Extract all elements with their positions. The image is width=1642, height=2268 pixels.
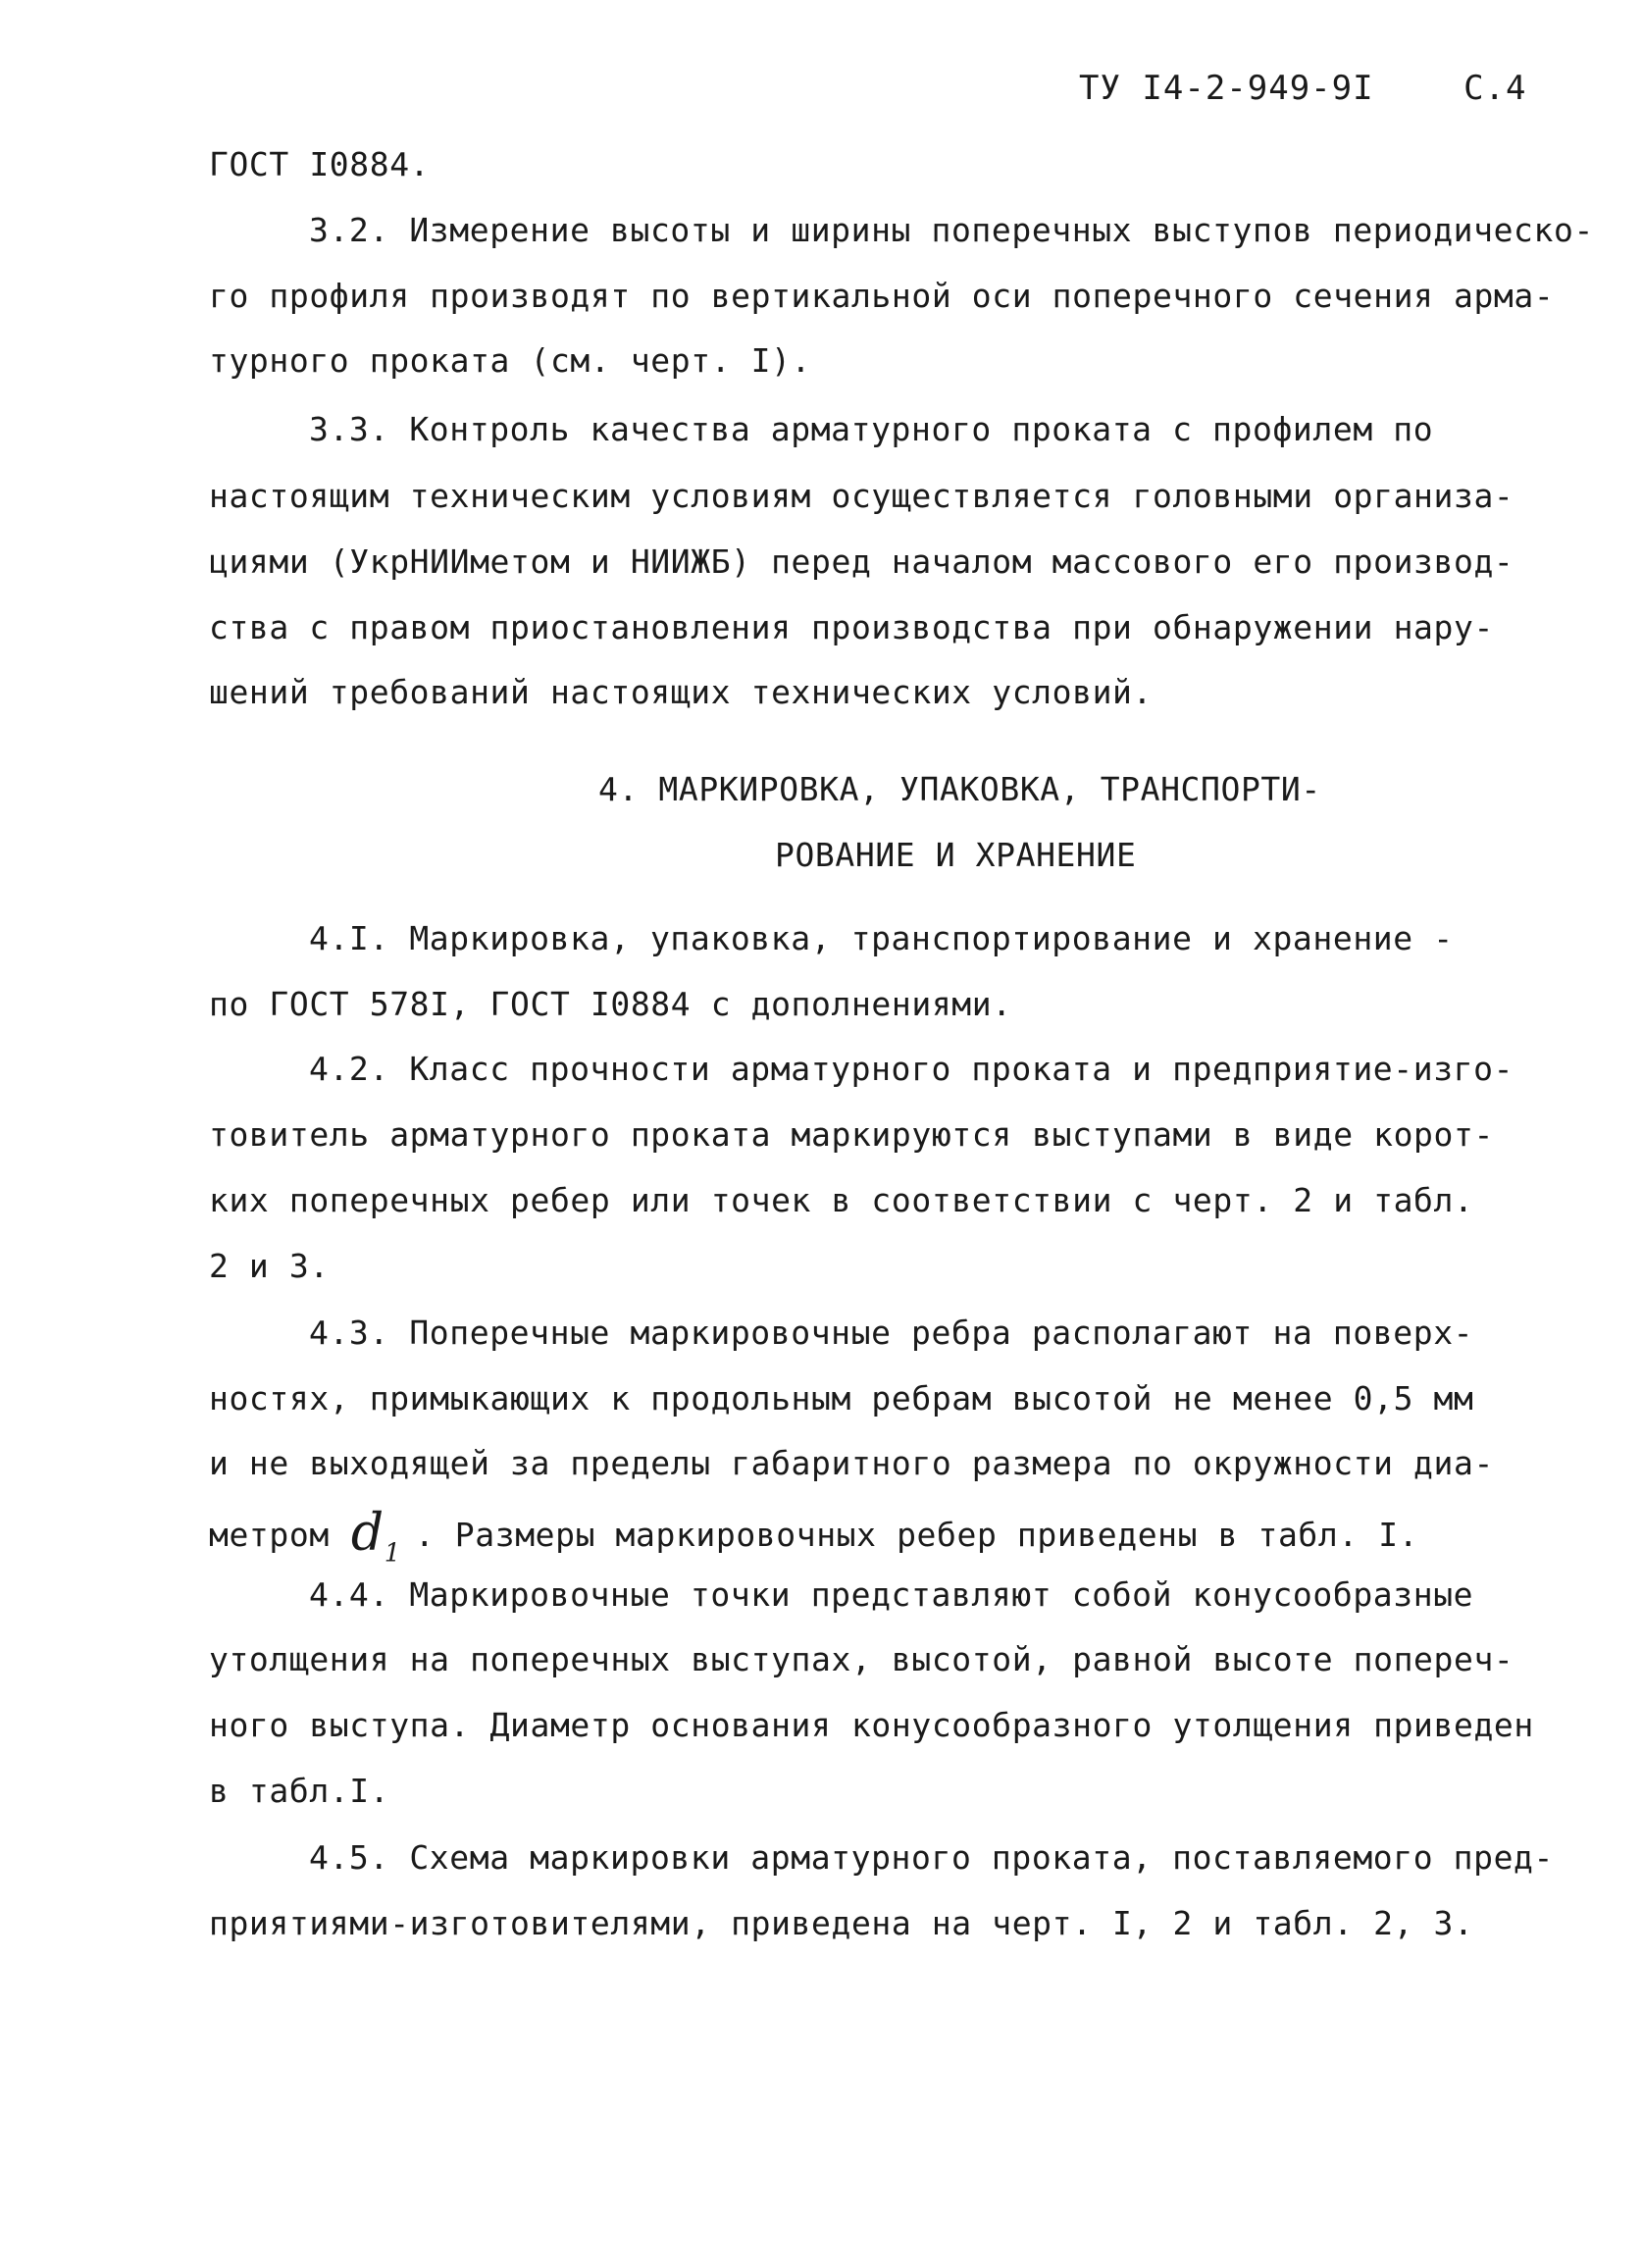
- text-line: ностях, примыкающих к продольным ребрам высотой не менее 0,5 мм: [209, 1379, 1474, 1418]
- text-line: го профиля производят по вертикальной оси поперечного сечения арма-: [209, 277, 1555, 315]
- text-fragment: . Размеры маркировочных ребер приведены в табл. I.: [414, 1516, 1419, 1554]
- page-header: [1079, 69, 1526, 108]
- paragraph-4-4-line: 4.4. Маркировочные точки представляют собой конусообразные: [309, 1575, 1474, 1614]
- text-line: ких поперечных ребер или точек в соответствии с черт. 2 и табл.: [209, 1181, 1474, 1219]
- handwritten-d1-symbol: $d_1$: [350, 1504, 401, 1569]
- text-line: ства с правом приостановления производства при обнаружении нару-: [209, 608, 1494, 646]
- text-line: и не выходящей за пределы габаритного размера по окружности диа-: [209, 1444, 1494, 1482]
- text-line: настоящим техническим условиям осуществляется головными организа-: [209, 477, 1514, 515]
- paragraph-3-3-line: 3.3. Контроль качества арматурного проката с профилем по: [309, 410, 1434, 448]
- text-line: товитель арматурного проката маркируются выступами в виде корот-: [209, 1115, 1494, 1154]
- paragraph-4-3-line: 4.3. Поперечные маркировочные ребра располагают на поверх-: [309, 1314, 1474, 1352]
- section-heading: 4. МАРКИРОВКА, УПАКОВКА, ТРАНСПОРТИ-: [598, 770, 1321, 808]
- text-line: шений требований настоящих технических условий.: [209, 673, 1153, 711]
- paragraph-4-1-line: 4.I. Маркировка, упаковка, транспортирование и хранение -: [309, 919, 1454, 957]
- paragraph-4-5-line: 4.5. Схема маркировки арматурного проката, поставляемого пред-: [309, 1838, 1554, 1877]
- text-fragment: метром: [209, 1516, 330, 1554]
- text-line: ного выступа. Диаметр основания конусообразного утолщения приведен: [209, 1706, 1534, 1744]
- text-line: утолщения на поперечных выступах, высотой, равной высоте попереч-: [209, 1640, 1514, 1678]
- document-code: ТУ I4-2-949-9I: [1079, 69, 1374, 108]
- paragraph-4-2-line: 4.2. Класс прочности арматурного проката и предприятие-изго-: [309, 1050, 1514, 1088]
- text-line: ГОСТ I0884.: [209, 145, 431, 183]
- paragraph-3-2-line: 3.2. Измерение высоты и ширины поперечных выступов периодическо-: [309, 211, 1594, 249]
- text-line: циями (УкрНИИметом и НИИЖБ) перед началом массового его производ-: [209, 542, 1514, 581]
- text-line: 2 и 3.: [209, 1247, 330, 1285]
- text-line-with-symbol: [209, 1504, 1419, 1569]
- text-line: приятиями-изготовителями, приведена на черт. I, 2 и табл. 2, 3.: [209, 1904, 1474, 1942]
- page-number: С.4: [1463, 69, 1527, 108]
- text-line: турного проката (см. черт. I).: [209, 341, 812, 380]
- text-line: в табл.I.: [209, 1772, 390, 1810]
- text-line: по ГОСТ 578I, ГОСТ I0884 с дополнениями.: [209, 985, 1012, 1023]
- section-heading-continued: РОВАНИЕ И ХРАНЕНИЕ: [775, 836, 1137, 874]
